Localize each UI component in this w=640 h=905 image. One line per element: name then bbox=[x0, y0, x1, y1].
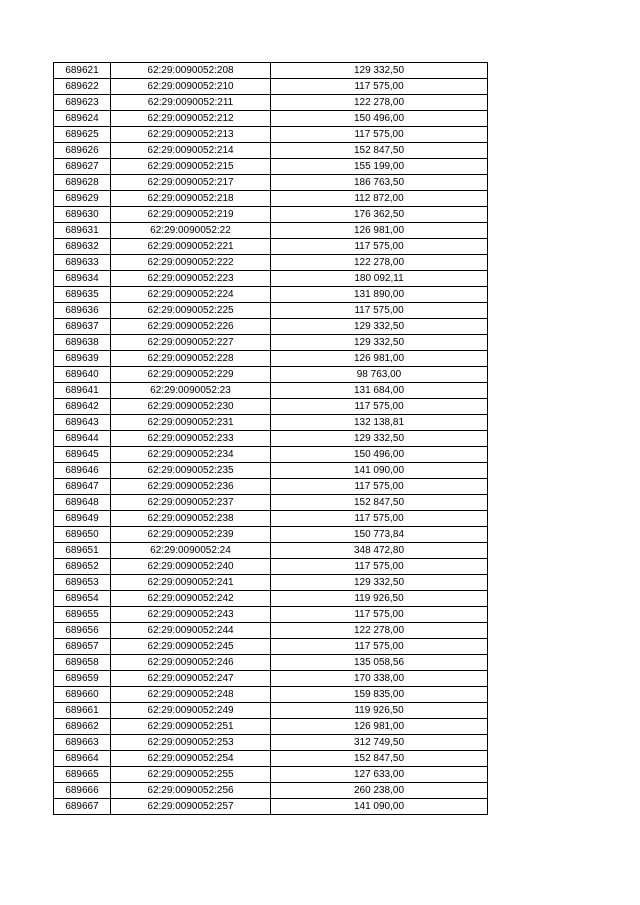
cadastral-number-cell: 62:29:0090052:221 bbox=[111, 239, 271, 255]
cadastral-value-table bbox=[53, 62, 488, 815]
value-cell: 312 749,50 bbox=[271, 735, 488, 751]
row-id-cell: 689659 bbox=[54, 671, 111, 687]
value-cell: 122 278,00 bbox=[271, 255, 488, 271]
cadastral-number-cell: 62:29:0090052:243 bbox=[111, 607, 271, 623]
row-id-cell: 689624 bbox=[54, 111, 111, 127]
cadastral-number-cell: 62:29:0090052:253 bbox=[111, 735, 271, 751]
value-cell: 117 575,00 bbox=[271, 639, 488, 655]
value-cell: 152 847,50 bbox=[271, 751, 488, 767]
value-cell: 117 575,00 bbox=[271, 559, 488, 575]
row-id-cell: 689637 bbox=[54, 319, 111, 335]
value-cell: 126 981,00 bbox=[271, 719, 488, 735]
row-id-cell: 689635 bbox=[54, 287, 111, 303]
table-row bbox=[54, 543, 488, 559]
table-row bbox=[54, 623, 488, 639]
value-cell: 126 981,00 bbox=[271, 223, 488, 239]
cadastral-number-cell: 62:29:0090052:245 bbox=[111, 639, 271, 655]
row-id-cell: 689627 bbox=[54, 159, 111, 175]
table-row bbox=[54, 527, 488, 543]
row-id-cell: 689667 bbox=[54, 799, 111, 815]
table-row bbox=[54, 191, 488, 207]
row-id-cell: 689636 bbox=[54, 303, 111, 319]
cadastral-number-cell: 62:29:0090052:230 bbox=[111, 399, 271, 415]
cadastral-number-cell: 62:29:0090052:218 bbox=[111, 191, 271, 207]
cadastral-number-cell: 62:29:0090052:208 bbox=[111, 63, 271, 79]
value-cell: 260 238,00 bbox=[271, 783, 488, 799]
table-row bbox=[54, 591, 488, 607]
row-id-cell: 689654 bbox=[54, 591, 111, 607]
row-id-cell: 689623 bbox=[54, 95, 111, 111]
table-row bbox=[54, 271, 488, 287]
row-id-cell: 689661 bbox=[54, 703, 111, 719]
table-row bbox=[54, 111, 488, 127]
row-id-cell: 689658 bbox=[54, 655, 111, 671]
cadastral-number-cell: 62:29:0090052:212 bbox=[111, 111, 271, 127]
value-cell: 119 926,50 bbox=[271, 591, 488, 607]
cadastral-number-cell: 62:29:0090052:236 bbox=[111, 479, 271, 495]
cadastral-number-cell: 62:29:0090052:248 bbox=[111, 687, 271, 703]
row-id-cell: 689643 bbox=[54, 415, 111, 431]
value-cell: 152 847,50 bbox=[271, 495, 488, 511]
row-id-cell: 689664 bbox=[54, 751, 111, 767]
row-id-cell: 689650 bbox=[54, 527, 111, 543]
table-row bbox=[54, 223, 488, 239]
table-row bbox=[54, 143, 488, 159]
row-id-cell: 689622 bbox=[54, 79, 111, 95]
cadastral-number-cell: 62:29:0090052:24 bbox=[111, 543, 271, 559]
row-id-cell: 689641 bbox=[54, 383, 111, 399]
table-row bbox=[54, 735, 488, 751]
value-cell: 129 332,50 bbox=[271, 63, 488, 79]
value-cell: 117 575,00 bbox=[271, 127, 488, 143]
value-cell: 117 575,00 bbox=[271, 607, 488, 623]
value-cell: 126 981,00 bbox=[271, 351, 488, 367]
cadastral-number-cell: 62:29:0090052:23 bbox=[111, 383, 271, 399]
table-row bbox=[54, 431, 488, 447]
table-row bbox=[54, 767, 488, 783]
cadastral-number-cell: 62:29:0090052:210 bbox=[111, 79, 271, 95]
value-cell: 122 278,00 bbox=[271, 95, 488, 111]
row-id-cell: 689653 bbox=[54, 575, 111, 591]
row-id-cell: 689640 bbox=[54, 367, 111, 383]
row-id-cell: 689634 bbox=[54, 271, 111, 287]
cadastral-number-cell: 62:29:0090052:234 bbox=[111, 447, 271, 463]
value-cell: 98 763,00 bbox=[271, 367, 488, 383]
cadastral-number-cell: 62:29:0090052:231 bbox=[111, 415, 271, 431]
table-row bbox=[54, 95, 488, 111]
row-id-cell: 689629 bbox=[54, 191, 111, 207]
table-row bbox=[54, 303, 488, 319]
value-cell: 117 575,00 bbox=[271, 239, 488, 255]
cadastral-number-cell: 62:29:0090052:251 bbox=[111, 719, 271, 735]
table-row bbox=[54, 351, 488, 367]
row-id-cell: 689625 bbox=[54, 127, 111, 143]
table-row bbox=[54, 495, 488, 511]
table-row bbox=[54, 799, 488, 815]
cadastral-number-cell: 62:29:0090052:242 bbox=[111, 591, 271, 607]
row-id-cell: 689647 bbox=[54, 479, 111, 495]
row-id-cell: 689648 bbox=[54, 495, 111, 511]
cadastral-number-cell: 62:29:0090052:235 bbox=[111, 463, 271, 479]
table-row bbox=[54, 127, 488, 143]
cadastral-number-cell: 62:29:0090052:257 bbox=[111, 799, 271, 815]
row-id-cell: 689626 bbox=[54, 143, 111, 159]
cadastral-number-cell: 62:29:0090052:246 bbox=[111, 655, 271, 671]
cadastral-number-cell: 62:29:0090052:223 bbox=[111, 271, 271, 287]
table-row bbox=[54, 463, 488, 479]
cadastral-number-cell: 62:29:0090052:226 bbox=[111, 319, 271, 335]
cadastral-number-cell: 62:29:0090052:22 bbox=[111, 223, 271, 239]
row-id-cell: 689663 bbox=[54, 735, 111, 751]
value-cell: 132 138,81 bbox=[271, 415, 488, 431]
table-row bbox=[54, 655, 488, 671]
value-cell: 150 496,00 bbox=[271, 447, 488, 463]
value-cell: 159 835,00 bbox=[271, 687, 488, 703]
cadastral-number-cell: 62:29:0090052:224 bbox=[111, 287, 271, 303]
row-id-cell: 689632 bbox=[54, 239, 111, 255]
table-row bbox=[54, 447, 488, 463]
cadastral-number-cell: 62:29:0090052:240 bbox=[111, 559, 271, 575]
cadastral-number-cell: 62:29:0090052:233 bbox=[111, 431, 271, 447]
table-row bbox=[54, 287, 488, 303]
value-cell: 180 092,11 bbox=[271, 271, 488, 287]
table-row bbox=[54, 751, 488, 767]
row-id-cell: 689656 bbox=[54, 623, 111, 639]
value-cell: 141 090,00 bbox=[271, 463, 488, 479]
cadastral-number-cell: 62:29:0090052:237 bbox=[111, 495, 271, 511]
table-row bbox=[54, 63, 488, 79]
cadastral-number-cell: 62:29:0090052:249 bbox=[111, 703, 271, 719]
table-row bbox=[54, 335, 488, 351]
row-id-cell: 689646 bbox=[54, 463, 111, 479]
value-cell: 117 575,00 bbox=[271, 399, 488, 415]
cadastral-number-cell: 62:29:0090052:238 bbox=[111, 511, 271, 527]
value-cell: 112 872,00 bbox=[271, 191, 488, 207]
value-cell: 129 332,50 bbox=[271, 319, 488, 335]
table-row bbox=[54, 671, 488, 687]
row-id-cell: 689645 bbox=[54, 447, 111, 463]
row-id-cell: 689621 bbox=[54, 63, 111, 79]
row-id-cell: 689639 bbox=[54, 351, 111, 367]
row-id-cell: 689649 bbox=[54, 511, 111, 527]
table-row bbox=[54, 367, 488, 383]
value-cell: 119 926,50 bbox=[271, 703, 488, 719]
row-id-cell: 689628 bbox=[54, 175, 111, 191]
table-row bbox=[54, 639, 488, 655]
value-cell: 186 763,50 bbox=[271, 175, 488, 191]
table-row bbox=[54, 415, 488, 431]
value-cell: 129 332,50 bbox=[271, 431, 488, 447]
table-row bbox=[54, 239, 488, 255]
cadastral-number-cell: 62:29:0090052:217 bbox=[111, 175, 271, 191]
row-id-cell: 689642 bbox=[54, 399, 111, 415]
table-row bbox=[54, 511, 488, 527]
cadastral-number-cell: 62:29:0090052:256 bbox=[111, 783, 271, 799]
table-row bbox=[54, 559, 488, 575]
table-row bbox=[54, 207, 488, 223]
row-id-cell: 689666 bbox=[54, 783, 111, 799]
cadastral-number-cell: 62:29:0090052:229 bbox=[111, 367, 271, 383]
value-cell: 131 890,00 bbox=[271, 287, 488, 303]
row-id-cell: 689662 bbox=[54, 719, 111, 735]
table-row bbox=[54, 479, 488, 495]
cadastral-number-cell: 62:29:0090052:255 bbox=[111, 767, 271, 783]
cadastral-number-cell: 62:29:0090052:225 bbox=[111, 303, 271, 319]
cadastral-number-cell: 62:29:0090052:254 bbox=[111, 751, 271, 767]
value-cell: 117 575,00 bbox=[271, 511, 488, 527]
row-id-cell: 689644 bbox=[54, 431, 111, 447]
row-id-cell: 689652 bbox=[54, 559, 111, 575]
table-row bbox=[54, 383, 488, 399]
value-cell: 122 278,00 bbox=[271, 623, 488, 639]
value-cell: 117 575,00 bbox=[271, 79, 488, 95]
table-row bbox=[54, 159, 488, 175]
table-row bbox=[54, 607, 488, 623]
table-row bbox=[54, 175, 488, 191]
value-cell: 141 090,00 bbox=[271, 799, 488, 815]
value-cell: 129 332,50 bbox=[271, 575, 488, 591]
row-id-cell: 689655 bbox=[54, 607, 111, 623]
value-cell: 152 847,50 bbox=[271, 143, 488, 159]
row-id-cell: 689651 bbox=[54, 543, 111, 559]
table-row bbox=[54, 783, 488, 799]
value-cell: 155 199,00 bbox=[271, 159, 488, 175]
cadastral-number-cell: 62:29:0090052:215 bbox=[111, 159, 271, 175]
value-cell: 131 684,00 bbox=[271, 383, 488, 399]
cadastral-number-cell: 62:29:0090052:222 bbox=[111, 255, 271, 271]
value-cell: 150 773,84 bbox=[271, 527, 488, 543]
value-cell: 176 362,50 bbox=[271, 207, 488, 223]
value-cell: 129 332,50 bbox=[271, 335, 488, 351]
row-id-cell: 689633 bbox=[54, 255, 111, 271]
table-row bbox=[54, 719, 488, 735]
row-id-cell: 689660 bbox=[54, 687, 111, 703]
value-cell: 117 575,00 bbox=[271, 479, 488, 495]
cadastral-number-cell: 62:29:0090052:219 bbox=[111, 207, 271, 223]
cadastral-number-cell: 62:29:0090052:214 bbox=[111, 143, 271, 159]
value-cell: 135 058,56 bbox=[271, 655, 488, 671]
row-id-cell: 689657 bbox=[54, 639, 111, 655]
value-cell: 348 472,80 bbox=[271, 543, 488, 559]
table-row bbox=[54, 703, 488, 719]
cadastral-number-cell: 62:29:0090052:227 bbox=[111, 335, 271, 351]
row-id-cell: 689665 bbox=[54, 767, 111, 783]
row-id-cell: 689638 bbox=[54, 335, 111, 351]
value-cell: 170 338,00 bbox=[271, 671, 488, 687]
row-id-cell: 689631 bbox=[54, 223, 111, 239]
cadastral-number-cell: 62:29:0090052:228 bbox=[111, 351, 271, 367]
cadastral-number-cell: 62:29:0090052:213 bbox=[111, 127, 271, 143]
value-cell: 150 496,00 bbox=[271, 111, 488, 127]
table-row bbox=[54, 575, 488, 591]
table-row bbox=[54, 79, 488, 95]
cadastral-number-cell: 62:29:0090052:244 bbox=[111, 623, 271, 639]
value-cell: 117 575,00 bbox=[271, 303, 488, 319]
table-row bbox=[54, 687, 488, 703]
cadastral-number-cell: 62:29:0090052:241 bbox=[111, 575, 271, 591]
row-id-cell: 689630 bbox=[54, 207, 111, 223]
table-body bbox=[54, 63, 488, 815]
cadastral-number-cell: 62:29:0090052:211 bbox=[111, 95, 271, 111]
cadastral-number-cell: 62:29:0090052:247 bbox=[111, 671, 271, 687]
table-row bbox=[54, 255, 488, 271]
table-row bbox=[54, 399, 488, 415]
table-row bbox=[54, 319, 488, 335]
value-cell: 127 633,00 bbox=[271, 767, 488, 783]
cadastral-number-cell: 62:29:0090052:239 bbox=[111, 527, 271, 543]
